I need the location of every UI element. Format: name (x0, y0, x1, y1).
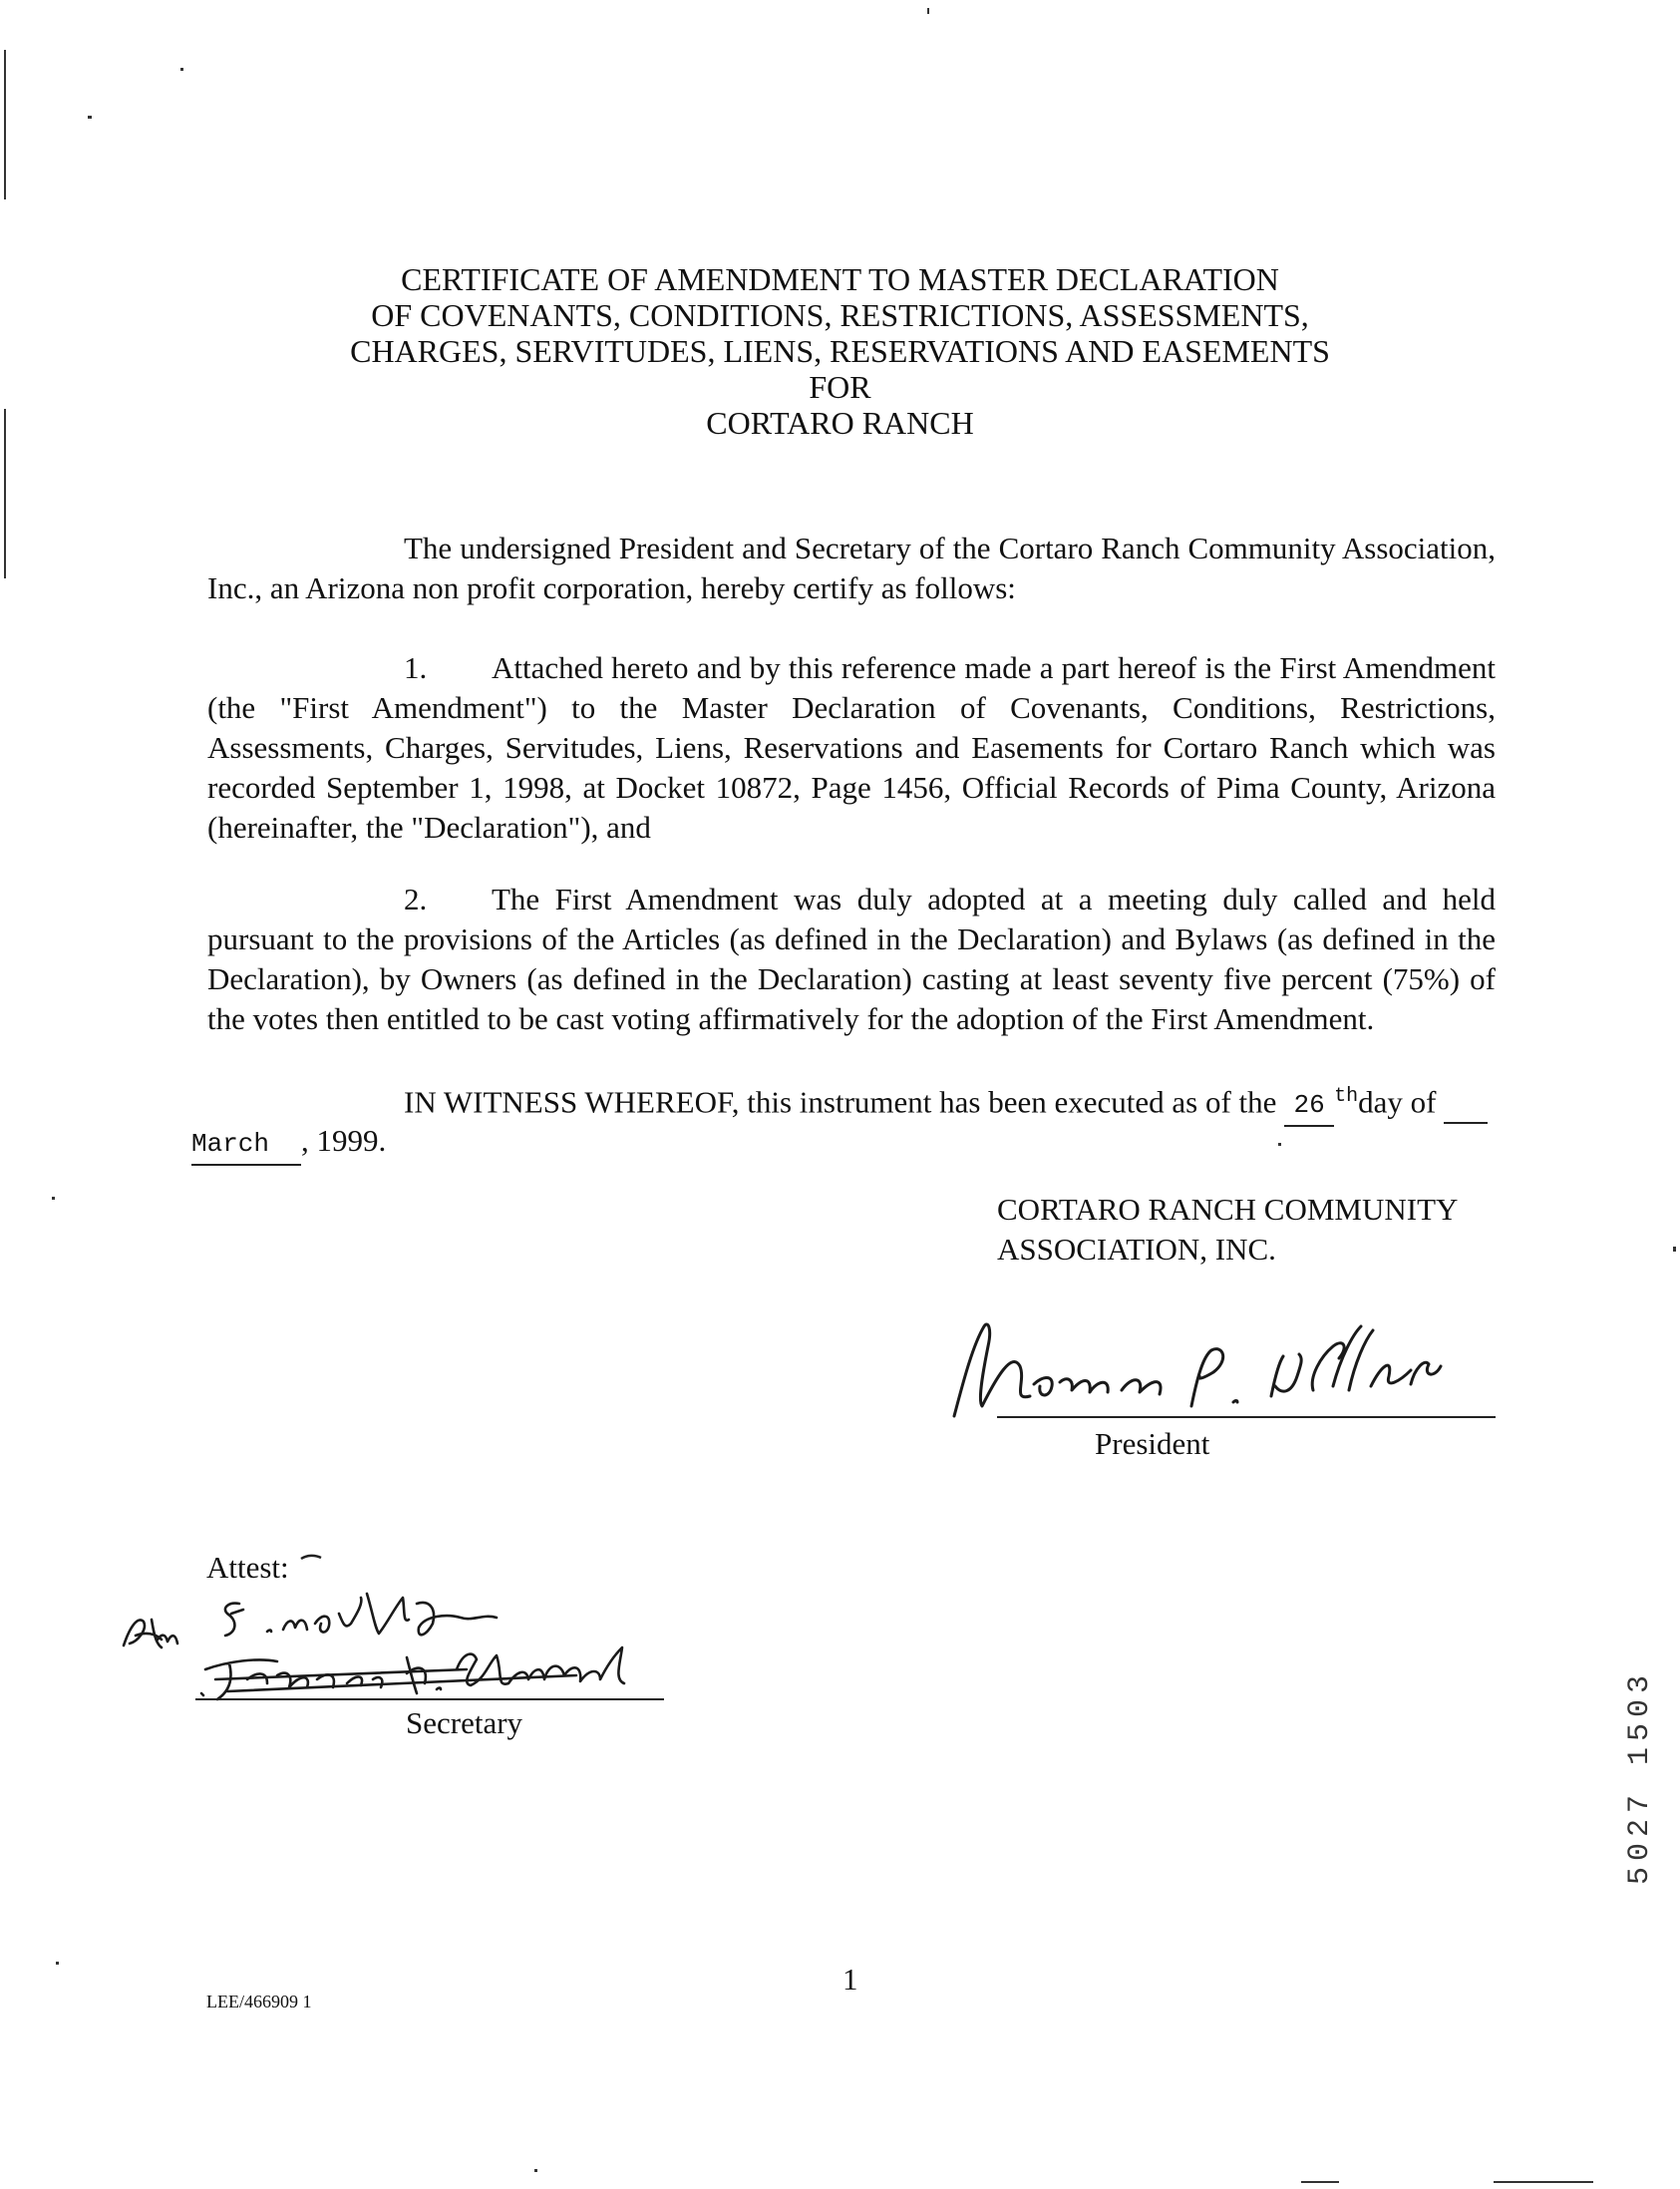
title-line-5: CORTARO RANCH (706, 405, 974, 441)
witness-day: 26 (1293, 1090, 1325, 1121)
association-name (997, 1190, 1458, 1270)
scan-speck (534, 2169, 537, 2172)
president-label: President (1095, 1426, 1210, 1461)
item-2-number: 2. (404, 882, 428, 916)
scan-edge-mark (1301, 2181, 1339, 2183)
document-title (0, 261, 1680, 441)
scan-speck (927, 8, 929, 14)
scan-speck (88, 116, 92, 119)
witness-clause (404, 1077, 1488, 1127)
association-line-1: CORTARO RANCH COMMUNITY (997, 1192, 1459, 1227)
intro-paragraph: The undersigned President and Secretary of the Cortaro Ranch Community Association, Inc., an Arizona non profit corporation, hereby certify as follows: (207, 531, 1496, 605)
scan-edge-mark (1494, 2181, 1593, 2183)
witness-trailing-blank (1444, 1082, 1488, 1124)
item-2-paragraph (207, 880, 1496, 1039)
title-line-1: CERTIFICATE OF AMENDMENT TO MASTER DECLARATION (401, 261, 1279, 297)
page-number: 1 (842, 1962, 858, 1997)
scan-speck (1673, 1247, 1676, 1252)
president-signature-line (997, 1416, 1496, 1418)
witness-month-blank (191, 1121, 301, 1166)
item-1-text: Attached hereto and by this reference made a part hereof is the First Amendment (the "First Amendment") to the Master Declaration of Covenants, Conditions, Restrictions, Assessments, Charges, Servitudes, Liens, Reservations and Easements for Cortaro Ranch which was recorded September 1, 1998, at Docket 10872, Page 1456, Official Records of Pima County, Arizona (hereinafter, the "Declaration"), and (207, 650, 1496, 845)
secretary-signature (118, 1584, 716, 1713)
item-1-number: 1. (404, 650, 428, 685)
witness-day-of: day of (1358, 1084, 1437, 1120)
scan-speck (56, 1962, 59, 1965)
witness-day-blank (1284, 1082, 1334, 1127)
secretary-label: Secretary (406, 1705, 523, 1740)
scan-speck (180, 68, 183, 71)
witness-date-line (191, 1121, 386, 1166)
scan-edge-line-top (4, 50, 6, 199)
title-line-3: CHARGES, SERVITUDES, LIENS, RESERVATIONS AND EASEMENTS (350, 333, 1330, 369)
title-line-2: OF COVENANTS, CONDITIONS, RESTRICTIONS, ASSESSMENTS, (371, 297, 1309, 333)
scan-speck (1278, 1143, 1281, 1146)
secretary-signature-line (195, 1698, 664, 1700)
item-1-paragraph (207, 648, 1496, 848)
witness-text: IN WITNESS WHEREOF, this instrument has been executed as of the (404, 1084, 1277, 1120)
attest-label: Attest: (206, 1550, 289, 1585)
title-line-4: FOR (809, 369, 871, 405)
scan-edge-line-middle (4, 409, 6, 578)
item-2-text: The First Amendment was duly adopted at a meeting duly called and held pursuant to the provisions of the Articles (as defined in the Declaration) and Bylaws (as defined in the Declaration), by Owners (as defined in the Declaration) casting at least seventy five percent (75%) of the votes then entitled to be cast voting affirmatively for the adoption of the First Amendment. (207, 882, 1496, 1036)
scan-speck (52, 1197, 55, 1200)
association-line-2: ASSOCIATION, INC. (997, 1232, 1276, 1267)
president-signature (942, 1306, 1481, 1426)
document-code: LEE/466909 1 (206, 1992, 312, 2011)
witness-year: , 1999. (301, 1123, 387, 1158)
witness-day-suffix: th (1334, 1085, 1359, 1108)
attest-mark (299, 1553, 323, 1563)
witness-month: March (191, 1129, 270, 1159)
